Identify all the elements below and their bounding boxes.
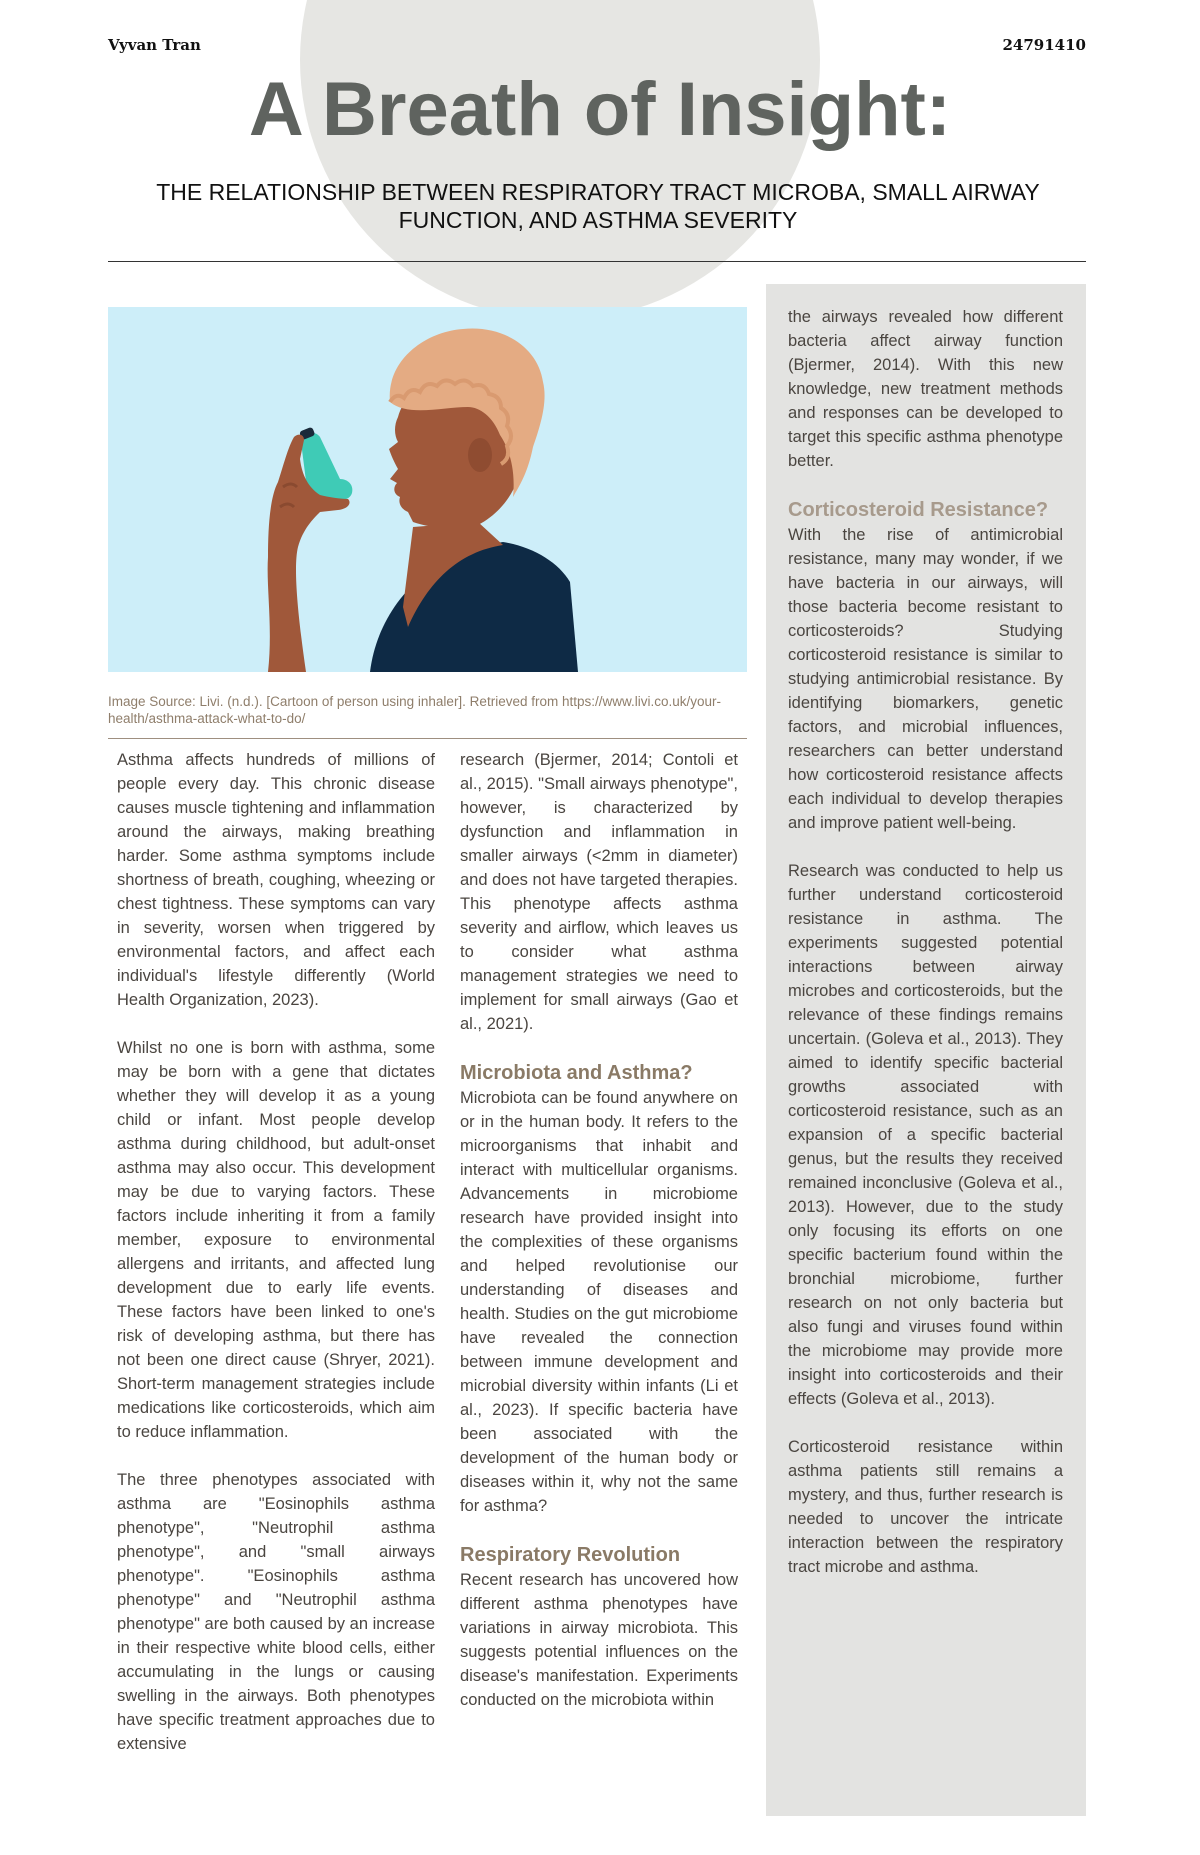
paragraph: Recent research has uncovered how different asthma phenotypes have variations in airway microbiota. This suggests potential influences on the disease's manifestation. Experiments conducted on the microbiota within <box>460 1571 738 1709</box>
paragraph: research (Bjermer, 2014; Contoli et al., 2015). "Small airways phenotype", however, is characterized by dysfunction and inflammation in smaller airways (<2mm in diameter) and does not have targeted therapies. This phenotype affects asthma severity and airflow, which leaves us to consider what asthma management strategies we need to implement for small airways (Gao et al., 2021). <box>460 751 738 1033</box>
background-circle <box>300 0 820 320</box>
page-title: A Breath of Insight: <box>248 67 952 152</box>
image-caption: Image Source: Livi. (n.d.). [Cartoon of person using inhaler]. Retrieved from https://www.livi.co.uk/your-health/asthma-attack-what-to-do/ <box>108 694 722 726</box>
paragraph: Asthma affects hundreds of millions of people every day. This chronic disease causes muscle tightening and inflammation around the airways, making breathing harder. Some asthma symptoms include shortness of breath, coughing, wheezing or chest tightness. These symptoms can vary in severity, worsen when triggered by environmental factors, and affect each individual's lifestyle differently (World Health Organization, 2023). <box>117 751 435 1009</box>
inhaler-illustration <box>108 307 747 672</box>
section-heading: Respiratory Revolution <box>460 1544 681 1566</box>
paragraph: The three phenotypes associated with asthma are "Eosinophils asthma phenotype", "Neutrophil asthma phenotype", and "small airways phenotype". "Eosinophils asthma phenotype" and "Neutrophil asthma phenotype" are both caused by an increase in their respective white blood cells, either accumulating in the lungs or causing swelling in the airways. Both phenotypes have specific treatment approaches due to extensive <box>117 1471 435 1753</box>
student-id: 24791410 <box>1002 36 1086 54</box>
paragraph: Corticosteroid resistance within asthma patients still remains a mystery, and thus, further research is needed to uncover the intricate interaction between the respiratory tract microbe and asthma. <box>788 1438 1063 1576</box>
paragraph: the airways revealed how different bacteria affect airway function (Bjermer, 2014). With this new knowledge, new treatment methods and responses can be developed to target this specific asthma phenotype better. <box>788 308 1063 470</box>
section-heading: Microbiota and Asthma? <box>460 1062 693 1084</box>
paragraph: Microbiota can be found anywhere on or in the human body. It refers to the microorganisms that inhabit and interact with multicellular organisms. Advancements in microbiome research have provided insight into the complexities of these organisms and helped revolutionise our understanding of diseases and health. Studies on the gut microbiome have revealed the connection between immune development and microbial diversity within infants (Li et al., 2023). If specific bacteria have been associated with the development of the human body or diseases within it, why not the same for asthma? <box>460 1089 738 1515</box>
article-column-2 <box>460 748 738 1736</box>
section-heading: Corticosteroid Resistance? <box>788 499 1049 521</box>
paragraph: With the rise of antimicrobial resistance, many may wonder, if we have bacteria in our airways, will those bacteria become resistant to corticosteroids? Studying corticosteroid resistance is similar to studying antimicrobial resistance. By identifying biomarkers, genetic factors, and microbial influences, researchers can better understand how corticosteroid resistance affects each individual to develop therapies and improve patient well-being. <box>788 526 1063 832</box>
ear <box>468 438 492 472</box>
article-column-1 <box>117 748 435 1780</box>
paragraph: Research was conducted to help us further understand corticosteroid resistance in asthma. The experiments suggested potential interactions between airway microbes and corticosteroids, but the relevance of these findings remains uncertain. (Goleva et al., 2013). They aimed to identify specific bacterial growths associated with corticosteroid resistance, such as an expansion of a specific bacterial genus, but the results they received remained inconclusive (Goleva et al., 2013). However, due to the study only focusing its efforts on one specific bacterium found within the bronchial microbiome, further research on not only bacteria but also fungi and viruses found within the microbiome may provide more insight into corticosteroids and their effects (Goleva et al., 2013). <box>788 862 1063 1408</box>
caption-divider <box>108 738 747 739</box>
page-subtitle: THE RELATIONSHIP BETWEEN RESPIRATORY TRACT MICROBA, SMALL AIRWAY FUNCTION, AND ASTHMA SEVERITY <box>156 179 1040 233</box>
title-divider <box>108 261 1086 262</box>
sidebar-column <box>788 305 1063 1603</box>
paragraph: Whilst no one is born with asthma, some may be born with a gene that dictates whether they will develop it as a young child or infant. Most people develop asthma during childhood, but adult-onset asthma may also occur. This development may be due to varying factors. These factors include inheriting it from a family member, exposure to environmental allergens and irritants, and affected lung development due to early life events. These factors have been linked to one's risk of developing asthma, but there has not been one direct cause (Shryer, 2021). Short-term management strategies include medications like corticosteroids, which aim to reduce inflammation. <box>117 1039 435 1441</box>
author-name: Vyvan Tran <box>108 36 201 54</box>
